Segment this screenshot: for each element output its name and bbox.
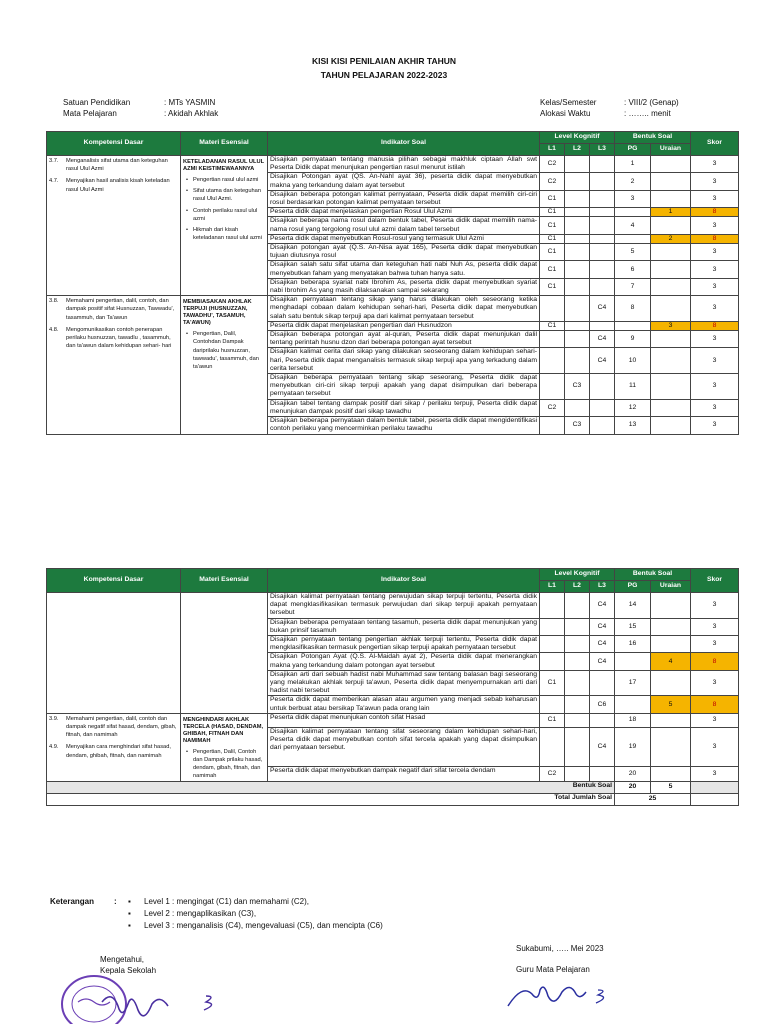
level-l1-cell: C1 (540, 278, 565, 295)
uraian-cell (651, 399, 691, 416)
level-l1-cell: C1 (540, 217, 565, 234)
level-l2-cell (565, 713, 590, 727)
guru-role-text: Guru Mata Pelajaran (516, 965, 590, 974)
indikator-cell: Disajikan salah satu sifat utama dan keteguhan hati nabi Nuh As, peserta didik dapat menyebutkan faham yang menyatakan bahwa tuhan hanya satu. (268, 261, 540, 278)
skor-cell: 3 (691, 593, 739, 619)
materi-esensial-cell (181, 156, 268, 296)
kelas-label: Kelas/Semester (540, 98, 597, 107)
level-l3-cell (590, 417, 615, 434)
kompetensi-dasar-cell (47, 296, 181, 434)
materi-item-text: Pengertian rasul ulul azmi (193, 177, 259, 183)
header-pg: PG (615, 144, 651, 156)
pg-cell: 20 (615, 767, 651, 781)
uraian-cell: 4 (651, 653, 691, 670)
kd-item (49, 177, 178, 193)
level-l2-cell (565, 331, 590, 348)
kd-text: Menyajikan cara menghindari sifat hasad, dendam, ghibah, fitnah, dan namimah (66, 744, 171, 759)
keterangan-item (128, 896, 383, 908)
level-l3-cell: C4 (590, 728, 615, 767)
table-row (47, 713, 739, 727)
header-l2: L2 (565, 581, 590, 593)
skor-cell: 3 (691, 713, 739, 727)
uraian-cell (651, 244, 691, 261)
level-l3-cell (590, 670, 615, 696)
indikator-cell: Disajikan tabel tentang dampak positif dari sikap / perilaku terpuji, Peserta didik dapat menunjukan dampak positif dari sikap tawadhu (268, 399, 540, 416)
skor-cell: 3 (691, 261, 739, 278)
indikator-cell: Disajikan beberapa nama rosul dalam bentuk tabel, Peserta didik dapat memilih nama-nama rosul yang tergolong rosul ulul azmi dalam tabel tersebut (268, 217, 540, 234)
materi-title: MENGHINDARI AKHLAK TERCELA (HASAD, DENDAM, GHIBAH, FITNAH DAN NAMIMAH (183, 716, 264, 744)
materi-item-text: Contoh perilaku rasul ulul azmi (193, 207, 258, 222)
pg-cell: 7 (615, 278, 651, 295)
materi-esensial-cell (181, 593, 268, 714)
level-l2-cell (565, 670, 590, 696)
total-soal-label: Total Jumlah Soal (47, 793, 615, 805)
level-l1-cell (540, 696, 565, 713)
header-kd: Kompetensi Dasar (47, 132, 181, 156)
table-row (47, 593, 739, 619)
pg-cell: 5 (615, 244, 651, 261)
skor-cell: 3 (691, 217, 739, 234)
uraian-cell (651, 217, 691, 234)
level-l1-cell (540, 348, 565, 374)
uraian-cell (651, 190, 691, 207)
uraian-cell (651, 173, 691, 190)
keterangan-label: Keterangan (50, 897, 95, 906)
skor-cell: 8 (691, 321, 739, 330)
level-l1-cell: C1 (540, 244, 565, 261)
indikator-cell: Peserta didik dapat menunjukan contoh sifat Hasad (268, 713, 540, 727)
kd-item (49, 715, 178, 740)
level-l3-cell: C4 (590, 593, 615, 619)
level-l2-cell (565, 618, 590, 635)
total-soal-skor (691, 793, 739, 805)
keterangan-item (128, 908, 383, 920)
level-l1-cell (540, 417, 565, 434)
materi-esensial-cell (181, 296, 268, 434)
kd-text: Menyajikan hasil analisis kisah keteladan rasul Ulul Azmi (66, 178, 170, 193)
level-l3-cell (590, 156, 615, 173)
level-l1-cell: C2 (540, 399, 565, 416)
level-l3-cell (590, 217, 615, 234)
level-l3-cell: C4 (590, 331, 615, 348)
uraian-cell (651, 331, 691, 348)
level-l2-cell: C3 (565, 417, 590, 434)
materi-title: MEMBIASAKAN AKHLAK TERPUJI (HUSNUZZAN, TAWADHU', TASAMUH, TA'AWUN) (183, 299, 252, 327)
pg-cell: 1 (615, 156, 651, 173)
level-l2-cell (565, 217, 590, 234)
meta-right (540, 97, 679, 119)
uraian-cell (651, 348, 691, 374)
level-l3-cell (590, 244, 615, 261)
header-ind: Indikator Soal (268, 132, 540, 156)
skor-cell: 8 (691, 208, 739, 217)
level-l1-cell (540, 728, 565, 767)
header-level: Level Kognitif (540, 569, 615, 581)
kisi-table-2 (46, 568, 739, 806)
kd-number: 4.9. (49, 744, 59, 751)
level-l2-cell (565, 399, 590, 416)
level-l1-cell (540, 618, 565, 635)
level-l1-cell: C1 (540, 261, 565, 278)
bullet-icon: ▪ (128, 921, 131, 930)
indikator-cell: Disajikan beberapa potongan kalimat pernyataan, Peserta didik dapat memilih ciri-ciri rosul berdasarkan potongan kalimat pernyataan tersebut (268, 190, 540, 207)
header-uraian: Uraian (651, 581, 691, 593)
kd-item (49, 297, 178, 322)
keterangan-item (128, 920, 383, 932)
bentuk-soal-pg: 20 (615, 781, 651, 793)
total-soal-value: 25 (615, 793, 691, 805)
uraian-cell (651, 713, 691, 727)
header-level: Level Kognitif (540, 132, 615, 144)
satuan-label: Satuan Pendidikan (63, 98, 131, 107)
alokasi-label: Alokasi Waktu (540, 109, 591, 118)
level-l3-cell: C4 (590, 348, 615, 374)
bullet-icon: • (186, 177, 188, 183)
level-l2-cell (565, 653, 590, 670)
skor-cell: 3 (691, 296, 739, 322)
materi-item-text: Hikmah dari kisah keteladanan rasul ulul azmi (193, 227, 262, 242)
header-me: Materi Esensial (181, 132, 268, 156)
indikator-cell: Disajikan kalimat pernyataan tentang sifat seseorang dalam kehidupan sehari-hari, Peserta didik dapat menyebutkan contoh sifat tercela apakah yang dapat disimpulkan dari pernyataan tersebut. (268, 728, 540, 767)
pg-cell: 9 (615, 331, 651, 348)
kd-text: Memahami pengertian, dalil, contoh dan dampak negatif sifat hasad, dendam, gibah, fitnah, dan namimah (66, 715, 177, 739)
materi-item (183, 176, 265, 184)
indikator-cell: Disajikan beberapa pernyataan dalam bentuk tabel, peserta didik dapat mengidentifikasi contoh perilaku yang mencerminkan perilaku tawadhu (268, 417, 540, 434)
bullet-icon: • (186, 188, 188, 195)
keterangan-colon: : (114, 897, 117, 906)
materi-item-text: Pengertian, Dalil, Contoh dan Dampak prilaku hasad, dendam, gibah, fitnah, dan namimah (193, 748, 263, 780)
indikator-cell: Disajikan beberapa potongan ayat al-quran, Peserta didik dapat menunjukan dalil tentang perintah husnu dzon dari beberapa potongan ayat tersebut (268, 331, 540, 348)
level-l3-cell (590, 261, 615, 278)
sign-date: Sukabumi, ….. Mei 2023 (516, 944, 604, 953)
indikator-cell: Disajikan pernyataan tentang sikap yang harus dilakukan oleh seseorang ketika menghadapi cobaan dalam kehidupan sehari-hari, Peserta didik dapat menyebutkan salah satu bentuk sikap terpuji apa dari kalimat pernyataan tersebut (268, 296, 540, 322)
materi-item (183, 207, 265, 223)
kd-number: 3.9. (49, 715, 59, 722)
meta-left (63, 97, 218, 119)
level-l2-cell (565, 728, 590, 767)
materi-item-text: Sifat utama dan keteguhan rasul Ulul Azmi. (193, 188, 261, 203)
pg-cell: 16 (615, 636, 651, 653)
header-skor: Skor (691, 132, 739, 156)
skor-cell: 3 (691, 156, 739, 173)
header-l1: L1 (540, 144, 565, 156)
level-l2-cell (565, 636, 590, 653)
uraian-cell: 1 (651, 208, 691, 217)
table-row (47, 296, 739, 322)
level-l1-cell: C1 (540, 190, 565, 207)
header-bentuk: Bentuk Soal (615, 132, 691, 144)
uraian-cell: 3 (651, 321, 691, 330)
level-l3-cell (590, 399, 615, 416)
uraian-cell (651, 636, 691, 653)
pg-cell: 14 (615, 593, 651, 619)
skor-cell: 8 (691, 234, 739, 243)
skor-cell: 3 (691, 767, 739, 781)
pg-cell: 13 (615, 417, 651, 434)
bentuk-soal-skor (691, 781, 739, 793)
level-l3-cell (590, 713, 615, 727)
level-l2-cell (565, 156, 590, 173)
materi-title: KETELADANAN RASUL ULUL AZMI KEISTIMEWAANNYA (183, 159, 264, 172)
teacher-signature (504, 980, 624, 1016)
level-l2-cell (565, 208, 590, 217)
level-l3-cell: C6 (590, 696, 615, 713)
kompetensi-dasar-cell (47, 593, 181, 714)
pg-cell (615, 234, 651, 243)
indikator-cell: Disajikan pernyataan tentang manusia pilihan sebagai makhluk ciptaan Allah swt Peserta Didik dapat menunjukan pengertian rasul menurut istilah (268, 156, 540, 173)
header-uraian: Uraian (651, 144, 691, 156)
indikator-cell: Peserta didik dapat memberikan alasan atau argumen yang menjadi sebab keharusan untuk berbuat atau bersikap Ta'awun pada orang lain (268, 696, 540, 713)
level-l2-cell (565, 767, 590, 781)
level-l1-cell: C1 (540, 670, 565, 696)
header-ind: Indikator Soal (268, 569, 540, 593)
keterangan (50, 896, 383, 932)
pg-cell: 10 (615, 348, 651, 374)
kd-item (49, 157, 178, 173)
level-l3-cell (590, 173, 615, 190)
pg-cell: 11 (615, 374, 651, 400)
bullet-icon: • (186, 331, 188, 338)
header-bentuk: Bentuk Soal (615, 569, 691, 581)
indikator-cell: Disajikan beberapa syariat nabi Ibrohim As, peserta didik dapat menyebutkan syariat nabi Ibrohim As yang masih dilaksanakan sampai sekarang (268, 278, 540, 295)
keterangan-list (128, 896, 383, 932)
level-l2-cell: C3 (565, 374, 590, 400)
level-l2-cell (565, 173, 590, 190)
indikator-cell: Disajikan beberapa pernyataan tentang sikap seseorang, Peserta didik dapat menyebutkan ciri-ciri sikap terpuji apakah yang dapat disimpulkan dari beberapa pernyataan tersebut (268, 374, 540, 400)
header-skor: Skor (691, 569, 739, 593)
keterangan-item-text: Level 3 : menganalisis (C4), mengevaluasi (C5), dan mencipta (C6) (144, 921, 383, 930)
indikator-cell: Disajikan Potongan Ayat (Q.S. Al-Maidah ayat 2), Peserta didik dapat menerangkan makna yang terkandung dalam potongan ayat tersebut (268, 653, 540, 670)
document-title: KISI KISI PENILAIAN AKHIR TAHUN (311, 56, 457, 66)
uraian-cell (651, 261, 691, 278)
uraian-cell (651, 618, 691, 635)
level-l2-cell (565, 244, 590, 261)
level-l1-cell (540, 296, 565, 322)
skor-cell: 3 (691, 618, 739, 635)
pg-cell: 19 (615, 728, 651, 767)
level-l1-cell (540, 374, 565, 400)
kepala-sekolah-text: Kepala Sekolah (100, 966, 157, 975)
skor-cell: 3 (691, 728, 739, 767)
pg-cell: 15 (615, 618, 651, 635)
level-l2-cell (565, 593, 590, 619)
level-l1-cell (540, 636, 565, 653)
pg-cell: 4 (615, 217, 651, 234)
level-l1-cell (540, 653, 565, 670)
kd-text: Menganalisis sifat utama dan keteguhan rasul Ulul Azmi (66, 158, 168, 173)
indikator-cell: Disajikan kalimat cerita dari sikap yang dilakukan seoseorang dalam kehidupan sehari-hari, Peserta didik dapat menganalisis termasuk sikap terpuji apa yang terkadung dalam cerita tersebut (268, 348, 540, 374)
skor-cell: 3 (691, 190, 739, 207)
skor-cell: 3 (691, 636, 739, 653)
bullet-icon: • (186, 748, 188, 755)
level-l3-cell (590, 321, 615, 330)
kelas-value: : VIII/2 (Genap) (624, 98, 679, 107)
level-l2-cell (565, 234, 590, 243)
bentuk-soal-uraian: 5 (651, 781, 691, 793)
level-l3-cell (590, 767, 615, 781)
bullet-icon: • (186, 207, 188, 214)
indikator-cell: Disajikan potongan ayat (Q.S. An-Nisa ayat 165), Peserta didik dapat menyebutkan tujuan diutusnya rosul (268, 244, 540, 261)
level-l2-cell (565, 348, 590, 374)
level-l1-cell: C1 (540, 713, 565, 727)
level-l1-cell: C2 (540, 767, 565, 781)
uraian-cell (651, 593, 691, 619)
pg-cell: 6 (615, 261, 651, 278)
kompetensi-dasar-cell (47, 713, 181, 781)
kd-text: Memahami pengertian, dalil, contoh, dan dampak positif sifat Husnuzzan, Tawwadu', tasammuh, dan Ta'awun (66, 298, 175, 321)
indikator-cell: Peserta didik dapat menyebutkan Rosul-rosul yang termasuk Ulul Azmi (268, 234, 540, 243)
kd-item (49, 743, 178, 759)
indikator-cell: Peserta didik dapat menjelaskan pengertian Rosul Ulul Azmi (268, 208, 540, 217)
uraian-cell: 2 (651, 234, 691, 243)
level-l1-cell: C2 (540, 173, 565, 190)
header-l1: L1 (540, 581, 565, 593)
skor-cell: 3 (691, 331, 739, 348)
materi-item (183, 748, 265, 781)
satuan-value: : MTs YASMIN (164, 98, 216, 107)
skor-cell: 3 (691, 374, 739, 400)
mapel-value: : Akidah Akhlak (164, 109, 219, 118)
level-l2-cell (565, 190, 590, 207)
skor-cell: 3 (691, 399, 739, 416)
indikator-cell: Disajikan arti dari sebuah hadist nabi Muhammad saw tentang balasan bagi seseorang yang melakukan akhlak terpuji ta'awun, Peserta didik dapat menyempurnakan arti dari hadist nabi tersebut (268, 670, 540, 696)
bullet-icon: ▪ (128, 897, 131, 906)
header-me: Materi Esensial (181, 569, 268, 593)
level-l1-cell: C1 (540, 208, 565, 217)
indikator-cell: Disajikan kalimat pernyataan tentang perwujudan sikap terpuji tertentu, Peserta didik dapat mengklasifikasikan termasuk perwujudan dari sikap terpuji apakah pernyataan tersebut (268, 593, 540, 619)
kisi-table-1 (46, 131, 739, 435)
materi-item (183, 226, 265, 242)
header-pg: PG (615, 581, 651, 593)
bullet-icon: • (186, 227, 188, 234)
skor-cell: 8 (691, 653, 739, 670)
skor-cell: 3 (691, 173, 739, 190)
level-l2-cell (565, 261, 590, 278)
sign-right (516, 943, 604, 975)
level-l1-cell: C2 (540, 156, 565, 173)
indikator-cell: Peserta didik dapat menjelaskan pengertian dari Husnudzon (268, 321, 540, 330)
bullet-icon: ▪ (128, 909, 131, 918)
uraian-cell (651, 670, 691, 696)
alokasi-value: : …….. menit (624, 109, 671, 118)
level-l3-cell: C4 (590, 653, 615, 670)
materi-item-text: Pengertian, Dalil, Contohdan Dampak dariprilaku husnuzzan, tawwadu', tasammuh, dan ta'awun (193, 331, 259, 371)
header-kd: Kompetensi Dasar (47, 569, 181, 593)
pg-cell: 12 (615, 399, 651, 416)
header-l3: L3 (590, 581, 615, 593)
indikator-cell: Disajikan beberapa pernyataan tentang tasamuh, peserta didik dapat menunjukan yang bukan prinsif tasamuh (268, 618, 540, 635)
level-l3-cell: C4 (590, 618, 615, 635)
skor-cell: 3 (691, 670, 739, 696)
level-l1-cell: C1 (540, 321, 565, 330)
pg-cell (615, 321, 651, 330)
level-l2-cell (565, 321, 590, 330)
skor-cell: 3 (691, 244, 739, 261)
materi-item (183, 187, 265, 203)
level-l3-cell: C4 (590, 296, 615, 322)
materi-esensial-cell (181, 713, 268, 781)
level-l2-cell (565, 278, 590, 295)
kd-number: 4.8. (49, 326, 59, 333)
materi-item (183, 330, 265, 371)
skor-cell: 8 (691, 696, 739, 713)
level-l1-cell (540, 331, 565, 348)
kd-number: 3.7. (49, 158, 59, 164)
uraian-cell (651, 728, 691, 767)
uraian-cell (651, 767, 691, 781)
skor-cell: 3 (691, 417, 739, 434)
uraian-cell (651, 278, 691, 295)
mengetahui-text: Mengetahui, (100, 955, 145, 964)
uraian-cell (651, 156, 691, 173)
pg-cell: 8 (615, 296, 651, 322)
pg-cell (615, 653, 651, 670)
pg-cell: 2 (615, 173, 651, 190)
header-l2: L2 (565, 144, 590, 156)
table-row (47, 156, 739, 173)
kd-text: Mengomunikasikan contoh penerapan perilaku husnuzzan, tawadlu , tasammuh, dan ta'awun dalam kehidupan sehari- hari (66, 326, 172, 350)
level-l2-cell (565, 296, 590, 322)
level-l1-cell: C1 (540, 234, 565, 243)
level-l3-cell (590, 208, 615, 217)
uraian-cell (651, 374, 691, 400)
level-l3-cell (590, 234, 615, 243)
bentuk-soal-label: Bentuk Soal (47, 781, 615, 793)
indikator-cell: Disajikan Potongan ayat (QS. An-Nahl ayat 36), peserta didik dapat menyebutkan makna yang terkandung dalam ayat tersebut (268, 173, 540, 190)
document-subtitle: TAHUN PELAJARAN 2022-2023 (320, 70, 448, 80)
uraian-cell (651, 296, 691, 322)
kd-number: 4.7. (49, 178, 59, 185)
pg-cell: 17 (615, 670, 651, 696)
indikator-cell: Disajikan pernyataan tentang pengertian akhlak terpuji tertentu, Peserta didik dapat mengklasifikasikan termasuk pengertian sikap terpuji apakah pernyataan tersebut (268, 636, 540, 653)
pg-cell (615, 696, 651, 713)
level-l3-cell (590, 374, 615, 400)
uraian-cell (651, 417, 691, 434)
level-l3-cell: C4 (590, 636, 615, 653)
keterangan-item-text: Level 2 : mengaplikasikan (C3), (144, 909, 257, 918)
pg-cell (615, 208, 651, 217)
kd-number: 3.8. (49, 298, 59, 305)
level-l3-cell (590, 190, 615, 207)
level-l3-cell (590, 278, 615, 295)
principal-signature (98, 988, 228, 1024)
level-l1-cell (540, 593, 565, 619)
indikator-cell: Peserta didik dapat menyebutkan dampak negatif dari sifat tercela dendam (268, 767, 540, 781)
keterangan-item-text: Level 1 : mengingat (C1) dan memahami (C2), (144, 897, 309, 906)
skor-cell: 3 (691, 278, 739, 295)
skor-cell: 3 (691, 348, 739, 374)
pg-cell: 18 (615, 713, 651, 727)
kompetensi-dasar-cell (47, 156, 181, 296)
level-l2-cell (565, 696, 590, 713)
pg-cell: 3 (615, 190, 651, 207)
mapel-label: Mata Pelajaran (63, 109, 117, 118)
header-l3: L3 (590, 144, 615, 156)
kd-item (49, 326, 178, 351)
uraian-cell: 5 (651, 696, 691, 713)
